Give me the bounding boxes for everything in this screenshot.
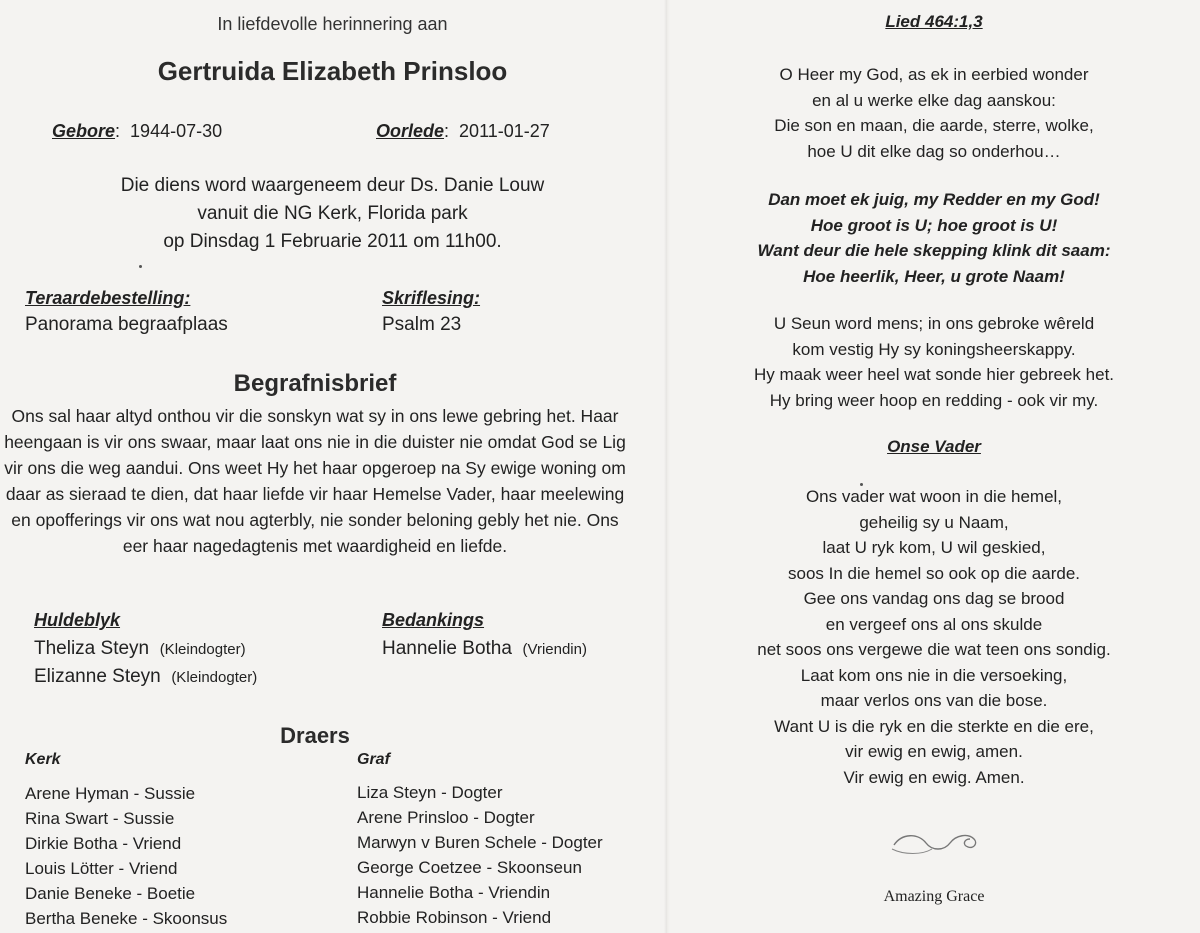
- thanks-relation: (Vriendin): [522, 641, 587, 658]
- list-item: Rina Swart - Sussie: [25, 809, 175, 828]
- tribute-relation: (Kleindogter): [171, 669, 258, 686]
- prayer-line: Vir ewig en ewig. Amen.: [843, 767, 1025, 787]
- prayer-line: Gee ons vandag ons dag se brood: [803, 589, 1065, 608]
- prayer-line: soos In die hemel so ook op die aarde.: [787, 563, 1081, 583]
- service-line-2: vanuit die NG Kerk, Florida park: [197, 203, 468, 224]
- chorus-line: Want deur die hele skepping klink dit saam:: [757, 241, 1111, 260]
- chorus-line: Dan moet ek juig, my Redder en my God!: [768, 190, 1100, 209]
- reading-value: Psalm 23: [382, 314, 462, 335]
- closing-song: Amazing Grace: [883, 888, 985, 905]
- verse-line: Hy bring weer hoop en redding - ook vir my.: [769, 390, 1099, 410]
- burial-value: Panorama begraafplaas: [25, 314, 228, 335]
- tribute-label: Huldeblyk: [34, 610, 121, 630]
- chorus-line: Hoe heerlik, Heer, u grote Naam!: [803, 266, 1065, 286]
- verse-line: en al u werke elke dag aanskou:: [812, 90, 1056, 110]
- grave-bearers-list: [357, 780, 603, 930]
- church-label: Kerk: [25, 751, 61, 768]
- verse-line: O Heer my God, as ek in eerbied wonder: [779, 65, 1089, 84]
- prayer-line: net soos ons vergewe die wat teen ons sondig.: [757, 640, 1111, 659]
- list-item: Bertha Beneke - Skoonsus: [25, 909, 228, 928]
- list-item: Hannelie Botha - Vriendin: [357, 883, 551, 902]
- deceased-name: Gertruida Elizabeth Prinsloo: [157, 56, 508, 86]
- thanks-label: Bedankings: [382, 610, 485, 630]
- list-item: Dirkie Botha - Vriend: [25, 834, 182, 853]
- prayer-line: Laat kom ons nie in die versoeking,: [800, 665, 1068, 685]
- list-item: Danie Beneke - Boetie: [25, 884, 196, 903]
- died-info: Oorlede: 2011-01-27: [376, 121, 550, 141]
- letter-title: Begrafnisbrief: [233, 370, 397, 397]
- tribute-name: Elizanne Steyn: [34, 666, 161, 687]
- prayer-line: geheilig sy u Naam,: [859, 512, 1009, 532]
- service-line-3: op Dinsdag 1 Februarie 2011 om 11h00.: [163, 231, 502, 252]
- prayer-line: maar verlos ons van die bose.: [820, 691, 1048, 710]
- hymn-verse-1: [668, 62, 1200, 164]
- church-bearers-list: [25, 781, 227, 931]
- grave-label: Graf: [357, 751, 390, 768]
- prayer-line: Ons vader wat woon in die hemel,: [805, 487, 1063, 506]
- lords-prayer: [668, 484, 1200, 790]
- reading-label: Skriflesing:: [382, 288, 481, 308]
- born-info: Gebore: 1944-07-30: [52, 121, 223, 141]
- chorus-line: Hoe groot is U; hoe groot is U!: [810, 215, 1058, 235]
- died-label: Oorlede: [376, 121, 445, 141]
- burial-label: Teraardebestelling:: [25, 288, 191, 308]
- service-line-1: Die diens word waargeneem deur Ds. Danie Louw: [120, 175, 545, 196]
- flourish-icon: [888, 825, 980, 859]
- flourish-ornament: [668, 825, 1200, 864]
- hymn-title: Lied 464:1,3: [885, 12, 983, 31]
- list-item: George Coetzee - Skoonseun: [357, 858, 582, 877]
- letter-text: Ons sal haar altyd onthou vir die sonskyn wat sy in ons lewe gebring het. Haar heengaan is vir ons swaar, maar laat ons nie in die duister nie omdat God se Lig vir ons die weg aandui. Ons weet Hy het haar opgeroep na Sy ewige woning om daar as sieraad te dien, dat haar liefde vir haar Hemelse Vader, haar meelewing en opofferings vir ons wat nou agterbly, nie sonder beloning gebly het nie. Ons eer haar nagedagtenis met waardigheid en liefde.: [4, 406, 626, 556]
- intro-line: In liefdevolle herinnering aan: [217, 14, 448, 34]
- verse-line: Die son en maan, die aarde, sterre, wolke,: [774, 116, 1094, 135]
- prayer-line: vir ewig en ewig, amen.: [845, 742, 1023, 761]
- bearers-title: Draers: [280, 723, 350, 748]
- list-item: Arene Prinsloo - Dogter: [357, 808, 535, 827]
- prayer-line: laat U ryk kom, U wil geskied,: [822, 538, 1046, 557]
- born-label: Gebore: [52, 121, 116, 141]
- tribute-item: [34, 666, 257, 688]
- print-speck: [139, 265, 142, 268]
- right-page: [668, 0, 1200, 933]
- tribute-item: [34, 638, 246, 660]
- hymn-verse-3: [668, 311, 1200, 413]
- list-item: Louis Lötter - Vriend: [25, 859, 178, 878]
- born-date: 1944-07-30: [130, 121, 223, 141]
- verse-line: kom vestig Hy sy koningsheerskappy.: [792, 339, 1076, 359]
- thanks-name: Hannelie Botha: [382, 638, 512, 659]
- verse-line: Hy maak weer heel wat sonde hier gebreek het.: [753, 365, 1115, 384]
- prayer-line: en vergeef ons al ons skulde: [825, 614, 1043, 634]
- list-item: Arene Hyman - Sussie: [25, 784, 196, 803]
- list-item: Robbie Robinson - Vriend: [357, 908, 552, 927]
- list-item: Marwyn v Buren Schele - Dogter: [357, 833, 603, 852]
- tribute-relation: (Kleindogter): [159, 641, 246, 658]
- print-speck: [860, 483, 863, 486]
- tribute-name: Theliza Steyn: [34, 638, 150, 659]
- prayer-line: Want U is die ryk en die sterkte en die ere,: [774, 716, 1094, 736]
- verse-line: hoe U dit elke dag so onderhou…: [807, 141, 1061, 161]
- thanks-item: [382, 638, 587, 660]
- died-date: 2011-01-27: [459, 121, 550, 141]
- letter-body: [0, 403, 630, 559]
- hymn-chorus: [668, 187, 1200, 289]
- verse-line: U Seun word mens; in ons gebroke wêreld: [773, 314, 1095, 333]
- prayer-title: Onse Vader: [887, 437, 981, 456]
- list-item: Liza Steyn - Dogter: [357, 783, 503, 802]
